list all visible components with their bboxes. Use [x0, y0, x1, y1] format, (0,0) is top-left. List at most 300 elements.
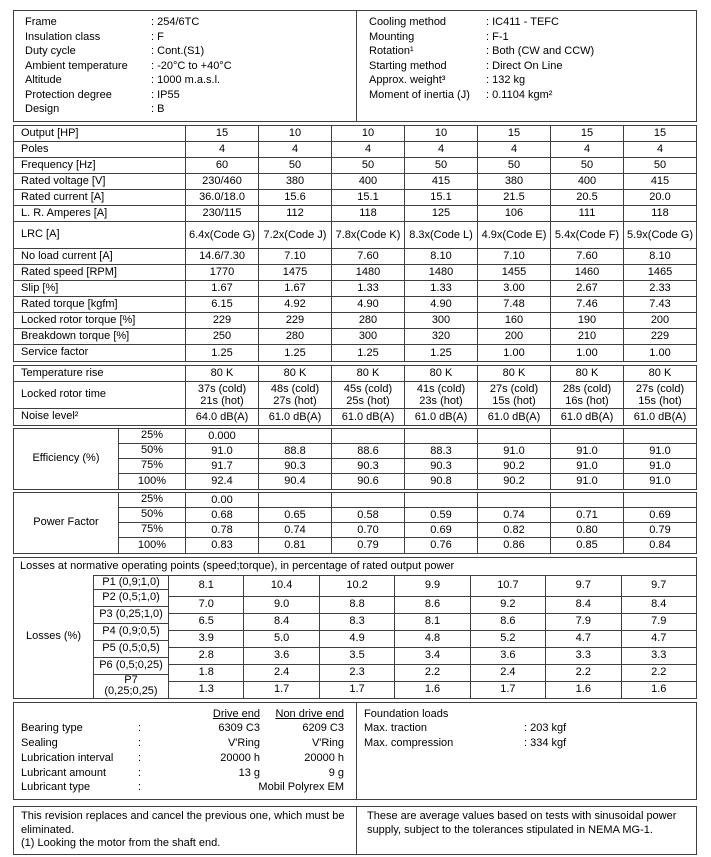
value-line: 37s (cold)	[197, 382, 247, 395]
value-cell: 380	[477, 174, 550, 189]
value-line: 21s (hot)	[200, 394, 244, 407]
value-cell: 230/115	[185, 206, 258, 221]
efficiency-rows	[118, 429, 696, 489]
value-cell: 61.0 dB(A)	[477, 409, 550, 425]
spec-value: : 132 kg	[486, 73, 525, 88]
load-label: 50%	[140, 508, 164, 520]
value-cell: 0.70	[331, 523, 404, 537]
value-cell: 3.6	[243, 648, 318, 664]
revision-note: This revision replaces and cancel the previous one, which must be eliminated.	[21, 810, 345, 836]
value-cell: 36.0/18.0	[185, 190, 258, 205]
losses-point-label: P4 (0,9;0,5)	[94, 624, 168, 641]
spec-row	[14, 88, 356, 103]
value-line: 16s (hot)	[565, 394, 609, 407]
value-cell: 80 K	[258, 366, 331, 381]
value-cell: 1.33	[331, 281, 404, 296]
value-cell: 230/460	[185, 174, 258, 189]
value-cell: 0.000	[185, 429, 258, 443]
footer-notes-box	[13, 806, 697, 855]
value-line: 15s (hot)	[492, 394, 536, 407]
value-line: 15s (hot)	[638, 394, 682, 407]
value-cell: 7.0	[198, 598, 214, 610]
value-cell: 8.10	[623, 249, 696, 264]
value-cell: 4.9	[319, 631, 394, 647]
value-cell: 1.00	[477, 345, 550, 361]
losses-value-row	[169, 631, 696, 648]
value-cell: 4.90	[404, 297, 477, 312]
efficiency-table	[13, 428, 697, 490]
value-cell: 15.1	[331, 190, 404, 205]
losses-point-label: P3 (0,25;1,0)	[94, 607, 168, 624]
value-cell: 2.8	[198, 649, 214, 661]
value-cell: 7.8x(Code K)	[331, 222, 404, 248]
bearing-colon	[138, 721, 160, 736]
value-cell: 112	[258, 206, 331, 221]
value-cell: 64.0 dB(A)	[185, 409, 258, 425]
spec-value: : 1000 m.a.s.l.	[151, 73, 220, 88]
spec-label: Moment of inertia (J)	[369, 88, 470, 101]
spec-label: Mounting	[369, 30, 415, 43]
value-cell: 3.5	[319, 648, 394, 664]
load-row	[119, 474, 696, 489]
value-cell: 9.2	[470, 597, 545, 613]
value-cell: 15.1	[404, 190, 477, 205]
value-cell: 3.4	[394, 648, 469, 664]
value-cell: 50	[404, 158, 477, 173]
row-label: Locked rotor torque [%]	[21, 313, 136, 326]
value-cell	[623, 382, 696, 408]
value-cell: 1460	[550, 265, 623, 280]
thermal-table	[13, 365, 697, 426]
value-cell: 8.6	[394, 597, 469, 613]
value-cell: 0.74	[477, 508, 550, 522]
value-cell: 4	[185, 142, 258, 157]
value-cell: 1.25	[404, 345, 477, 361]
value-line: 48s (cold)	[270, 382, 320, 395]
spec-row	[357, 59, 696, 74]
value-cell: 6.4x(Code G)	[185, 222, 258, 248]
row-label: Service factor	[21, 346, 89, 358]
value-cell: 91.0	[550, 474, 623, 489]
bearing-row	[21, 766, 356, 781]
value-cell: 50	[550, 158, 623, 173]
table-row	[14, 222, 696, 249]
value-cell: 50	[331, 158, 404, 173]
value-cell: 91.0	[550, 444, 623, 458]
spec-value: : -20°C to +40°C	[151, 59, 232, 74]
value-cell: 90.2	[477, 459, 550, 473]
table-row	[14, 329, 696, 345]
value-cell: 0.76	[404, 538, 477, 553]
value-cell: 300	[404, 313, 477, 328]
value-cell: 0.84	[623, 538, 696, 553]
value-cell: 320	[404, 329, 477, 344]
value-cell: 20.5	[550, 190, 623, 205]
table-row	[14, 249, 696, 265]
value-cell	[477, 382, 550, 408]
value-cell: 1.25	[258, 345, 331, 361]
value-cell: 4	[258, 142, 331, 157]
value-cell	[623, 493, 696, 507]
ratings-table	[13, 125, 697, 362]
foundation-pane	[357, 703, 696, 800]
value-cell: 0.86	[477, 538, 550, 553]
bearing-drive-value: 13 g	[238, 766, 260, 779]
value-cell: 80 K	[185, 366, 258, 381]
value-cell	[331, 429, 404, 443]
load-row	[119, 459, 696, 474]
value-cell: 0.81	[258, 538, 331, 553]
value-cell: 88.3	[404, 444, 477, 458]
spec-label: Starting method	[369, 59, 447, 72]
non-drive-end-header: Non drive end	[275, 707, 344, 720]
bearings-header-row	[21, 707, 356, 722]
value-cell: 118	[623, 206, 696, 221]
value-line: 45s (cold)	[343, 382, 393, 395]
value-cell: 1.8	[198, 666, 214, 678]
value-cell: 91.0	[623, 444, 696, 458]
value-cell: 8.3	[319, 614, 394, 630]
spec-row	[357, 15, 696, 30]
spec-label: Design	[25, 103, 60, 115]
losses-point-label	[94, 675, 168, 698]
value-cell: 380	[258, 174, 331, 189]
value-cell: 1.67	[185, 281, 258, 296]
bearing-drive-value: 20000 h	[220, 751, 260, 764]
spec-label: Ambient temperature	[25, 59, 128, 72]
value-cell: 1.25	[331, 345, 404, 361]
row-label: Output [HP]	[21, 126, 79, 139]
value-cell: 6.5	[198, 615, 214, 627]
bearing-non-drive-value: 9 g	[328, 766, 344, 779]
value-cell: 229	[258, 313, 331, 328]
table-row	[14, 297, 696, 313]
spec-label: Altitude	[25, 74, 62, 86]
value-cell: 4.92	[258, 297, 331, 312]
value-cell: 8.3x(Code L)	[404, 222, 477, 248]
table-row	[14, 190, 696, 206]
row-label: Slip [%]	[21, 281, 59, 294]
table-row	[14, 126, 696, 142]
value-cell	[550, 429, 623, 443]
value-cell: 80 K	[550, 366, 623, 381]
bearings-header-spacer	[21, 707, 160, 722]
value-cell	[258, 382, 331, 408]
bearings-pane	[14, 703, 357, 800]
value-cell: 0.85	[550, 538, 623, 553]
value-cell: 61.0 dB(A)	[258, 409, 331, 425]
value-cell: 200	[623, 313, 696, 328]
value-cell: 7.9	[545, 614, 620, 630]
load-label: 100%	[137, 474, 167, 487]
value-cell: 8.10	[404, 249, 477, 264]
value-cell: 4	[550, 142, 623, 157]
spec-row	[14, 59, 356, 74]
spec-value: : 254/6TC	[151, 15, 199, 30]
value-cell: 90.8	[404, 474, 477, 489]
losses-value-row	[169, 576, 696, 597]
value-cell: 90.3	[331, 459, 404, 473]
load-label: 75%	[140, 459, 164, 471]
value-cell	[185, 382, 258, 408]
value-cell: 9.9	[394, 576, 469, 596]
spec-value: : Both (CW and CCW)	[486, 44, 594, 59]
value-cell: 88.8	[258, 444, 331, 458]
value-cell: 4.8	[394, 631, 469, 647]
losses-value-row	[169, 665, 696, 682]
losses-value-row	[169, 648, 696, 665]
value-cell	[404, 382, 477, 408]
value-cell: 2.2	[394, 665, 469, 681]
value-cell: 3.6	[470, 648, 545, 664]
value-cell: 1.00	[550, 345, 623, 361]
load-row	[119, 444, 696, 459]
spec-row	[14, 30, 356, 45]
foundation-row	[364, 721, 696, 736]
value-cell: 0.68	[185, 508, 258, 522]
value-cell: 80 K	[404, 366, 477, 381]
value-cell: 8.8	[319, 597, 394, 613]
foundation-rows	[364, 721, 696, 751]
power-factor-label: Power Factor	[33, 516, 99, 528]
spec-value: : F	[151, 30, 164, 45]
row-label: Temperature rise	[21, 366, 104, 379]
spec-row	[357, 30, 696, 45]
value-cell: 3.3	[621, 648, 696, 664]
value-cell: 3.00	[477, 281, 550, 296]
bearing-non-drive-value: 6209 C3	[302, 722, 344, 735]
losses-points-column	[93, 575, 168, 698]
row-label: Rated torque [kgfm]	[21, 297, 118, 310]
value-cell: 0.71	[550, 508, 623, 522]
table-row	[14, 409, 696, 425]
value-cell: 229	[623, 329, 696, 344]
value-cell: 15	[185, 126, 258, 141]
spec-value: : IC411 - TEFC	[486, 15, 559, 30]
load-label: 100%	[137, 538, 167, 551]
value-cell: 91.0	[623, 474, 696, 489]
spec-label: Duty cycle	[25, 45, 76, 57]
value-cell: 400	[331, 174, 404, 189]
value-cell: 1.7	[470, 682, 545, 698]
value-cell: 90.4	[258, 474, 331, 489]
value-cell: 2.2	[621, 665, 696, 681]
bearing-drive-value: V'Ring	[227, 737, 260, 750]
value-line: 28s (cold)	[562, 382, 612, 395]
value-cell: 4.7	[545, 631, 620, 647]
value-cell: 10	[258, 126, 331, 141]
value-cell: 10	[404, 126, 477, 141]
bearing-label: Bearing type	[21, 722, 83, 735]
value-cell: 10.4	[243, 576, 318, 596]
value-cell: 0.74	[258, 523, 331, 537]
value-cell: 1.6	[545, 682, 620, 698]
foundation-row	[364, 736, 696, 751]
spec-label: Frame	[25, 16, 57, 28]
value-cell: 4.7	[621, 631, 696, 647]
value-cell: 14.6/7.30	[185, 249, 258, 264]
losses-value-row	[169, 682, 696, 698]
bearing-non-drive-value: 20000 h	[304, 751, 344, 764]
table-row	[14, 281, 696, 297]
value-cell: 280	[331, 313, 404, 328]
value-cell: 1.33	[404, 281, 477, 296]
value-cell: 4	[477, 142, 550, 157]
value-cell: 50	[258, 158, 331, 173]
value-cell: 415	[623, 174, 696, 189]
value-cell: 9.7	[545, 576, 620, 596]
value-cell: 8.1	[198, 579, 214, 591]
spec-label: Rotation¹	[369, 45, 414, 57]
value-cell: 1.6	[394, 682, 469, 698]
bearing-label: Lubrication interval	[21, 751, 114, 764]
value-cell: 400	[550, 174, 623, 189]
bearing-label: Sealing	[21, 737, 58, 750]
row-label: Frequency [Hz]	[21, 158, 96, 171]
power-factor-rows	[118, 493, 696, 553]
value-cell: 1455	[477, 265, 550, 280]
specifications-left	[14, 11, 357, 121]
value-cell: 250	[185, 329, 258, 344]
value-cell: 90.2	[477, 474, 550, 489]
specifications-right	[357, 11, 696, 121]
spec-value: : F-1	[486, 30, 509, 45]
rotation-footnote: (1) Looking the motor from the shaft end.	[21, 837, 221, 850]
value-cell: 80 K	[623, 366, 696, 381]
value-cell: 415	[404, 174, 477, 189]
row-label: Rated speed [RPM]	[21, 265, 117, 278]
row-label: Poles	[21, 142, 49, 155]
value-cell: 7.10	[258, 249, 331, 264]
value-cell: 280	[258, 329, 331, 344]
spec-label: Cooling method	[369, 16, 447, 28]
value-cell: 61.0 dB(A)	[331, 409, 404, 425]
load-label: 25%	[140, 493, 164, 505]
value-cell: 0.79	[331, 538, 404, 553]
load-row	[119, 493, 696, 508]
table-row	[14, 345, 696, 361]
spec-row	[14, 44, 356, 59]
value-cell: 4	[331, 142, 404, 157]
bearing-non-drive-value: V'Ring	[311, 737, 344, 750]
spec-label: Approx. weight³	[369, 74, 446, 86]
value-cell: 5.4x(Code F)	[550, 222, 623, 248]
losses-point-label: P5 (0,5;0,5)	[94, 641, 168, 658]
value-cell	[477, 493, 550, 507]
value-cell: 2.4	[243, 665, 318, 681]
value-cell: 91.0	[185, 444, 258, 458]
specifications-box	[13, 10, 697, 122]
value-cell: 1.25	[185, 345, 258, 361]
value-cell: 10.7	[470, 576, 545, 596]
value-cell: 118	[331, 206, 404, 221]
value-cell: 1465	[623, 265, 696, 280]
bearings-foundation-box	[13, 702, 697, 801]
losses-point-label: P2 (0,5;1,0)	[94, 590, 168, 607]
spec-row	[14, 73, 356, 88]
value-cell: 0.78	[185, 523, 258, 537]
bearings-rows	[21, 721, 356, 795]
losses-grid	[14, 575, 696, 698]
value-cell: 190	[550, 313, 623, 328]
value-cell	[550, 382, 623, 408]
value-cell: 229	[185, 313, 258, 328]
value-cell: 2.3	[319, 665, 394, 681]
bearing-colon	[138, 780, 160, 795]
value-cell	[550, 493, 623, 507]
load-label: 75%	[140, 523, 164, 535]
value-cell	[404, 429, 477, 443]
row-label: Locked rotor time	[21, 388, 106, 400]
bearing-row	[21, 721, 356, 736]
spec-row	[357, 44, 696, 59]
value-cell: 4.9x(Code E)	[477, 222, 550, 248]
foundation-label: Max. compression	[364, 737, 454, 750]
spec-row	[357, 73, 696, 88]
bearing-span-value: Mobil Polyrex EM	[258, 781, 344, 794]
value-cell: 2.33	[623, 281, 696, 296]
value-cell: 3.9	[198, 632, 214, 644]
value-cell: 200	[477, 329, 550, 344]
value-cell: 7.9	[621, 614, 696, 630]
value-cell: 4	[404, 142, 477, 157]
datasheet	[13, 10, 697, 855]
value-cell: 0.82	[477, 523, 550, 537]
value-cell: 61.0 dB(A)	[404, 409, 477, 425]
value-cell: 90.3	[404, 459, 477, 473]
value-cell	[477, 429, 550, 443]
losses-value-row	[169, 597, 696, 614]
value-cell: 1.7	[243, 682, 318, 698]
value-cell: 2.2	[545, 665, 620, 681]
value-cell: 0.80	[550, 523, 623, 537]
bearing-label: Lubricant type	[21, 781, 91, 794]
spec-value: : 0.1104 kgm²	[486, 88, 552, 103]
value-cell: 50	[623, 158, 696, 173]
bearing-row	[21, 736, 356, 751]
value-line: 41s (cold)	[416, 382, 466, 395]
value-cell: 8.6	[470, 614, 545, 630]
losses-value-row	[169, 614, 696, 631]
value-cell: 7.48	[477, 297, 550, 312]
table-row	[14, 142, 696, 158]
value-cell: 6.15	[185, 297, 258, 312]
value-line: 27s (cold)	[635, 382, 685, 395]
row-label: No load current [A]	[21, 249, 113, 262]
foundation-label: Max. traction	[364, 722, 427, 735]
value-cell: 7.46	[550, 297, 623, 312]
value-line: 23s (hot)	[419, 394, 463, 407]
value-line: 27s (cold)	[489, 382, 539, 395]
load-label: 50%	[140, 444, 164, 456]
value-cell: 300	[331, 329, 404, 344]
drive-end-header: Drive end	[212, 707, 260, 720]
value-cell	[331, 382, 404, 408]
spec-value: : Cont.(S1)	[151, 44, 204, 59]
load-label: 25%	[140, 429, 164, 441]
efficiency-label: Efficiency (%)	[32, 452, 100, 464]
value-cell: 2.4	[470, 665, 545, 681]
value-cell: 15	[623, 126, 696, 141]
row-label: L. R. Amperes [A]	[21, 206, 108, 219]
row-label: Rated voltage [V]	[21, 174, 106, 187]
value-cell	[331, 493, 404, 507]
table-row	[14, 313, 696, 329]
value-cell: 91.0	[623, 459, 696, 473]
value-cell: 0.79	[623, 523, 696, 537]
value-cell: 7.10	[477, 249, 550, 264]
row-label: Noise level²	[21, 410, 79, 422]
